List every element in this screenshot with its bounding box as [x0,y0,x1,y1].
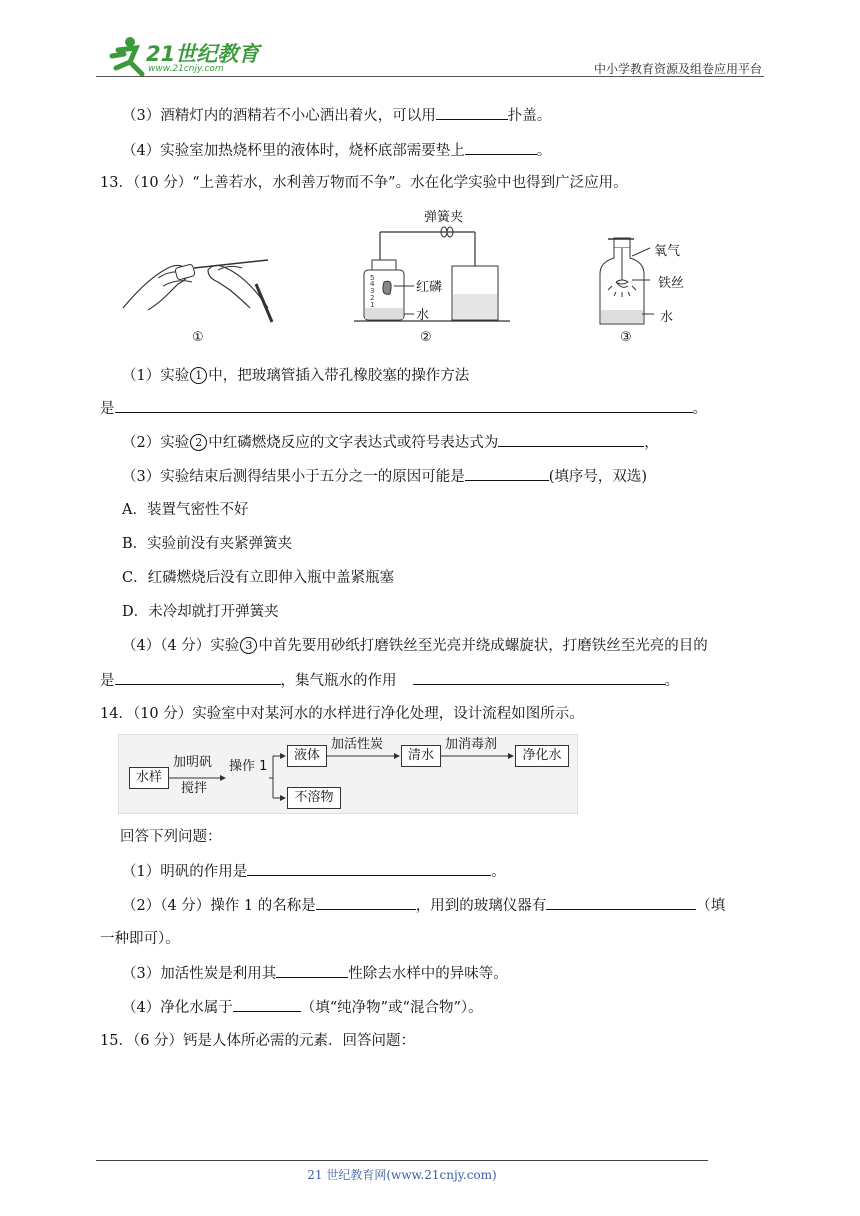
platform-name: 中小学教育资源及组卷应用平台 [593,62,762,76]
scale-3: 3 [370,287,375,295]
scale-2: 2 [370,294,375,302]
oxygen-label: 氧气 [654,244,681,259]
figure-3-label: ③ [620,330,632,345]
answer-blank[interactable] [276,963,348,978]
flow-add-disinfectant: 加消毒剂 [445,737,498,752]
q13-heading: 13．（10 分）“上善若水，水利善万物而不争”。水在化学实验中也得到广泛应用。 [100,175,628,191]
q14-3-tail: 性除去水样中的异味等。 [348,966,508,982]
flow-sample-box: 水样 [129,767,169,789]
answer-blank[interactable] [316,895,416,910]
scale-5: 5 [370,274,375,282]
water-label-3: 水 [660,310,674,325]
red-phosphorus-label: 红磷 [416,280,443,295]
q14-4-text: （4）净化水属于 [122,1000,233,1016]
q13-4-mid: ，集气瓶水的作用 [280,673,397,689]
q13-2-prefix: （2）实验 [122,435,190,451]
q14-2-fill: （填 [696,898,726,914]
flow-stir: 搅拌 [181,781,208,796]
flow-add-alum: 加明矾 [173,755,213,770]
circled-3: 3 [240,637,257,654]
q14-1-text: （1）明矾的作用是 [122,864,248,880]
flow-pure-water-box: 净化水 [515,745,569,767]
answer-blank[interactable] [465,140,537,155]
q14-1-end: 。 [491,864,506,880]
flow-op1: 操作 1 [229,759,268,774]
q14-2-mid: ，用到的玻璃仪器有 [415,898,547,914]
q14-heading: 14．（10 分）实验室中对某河水的水样进行净化处理，设计流程如图所示。 [100,706,584,722]
q12-4-line [122,140,551,161]
answer-blank[interactable] [465,466,549,481]
q12-3-text: （3）酒精灯内的酒精若不小心洒出着火，可以用 [122,108,436,124]
flow-liquid-box: 液体 [287,745,327,767]
figure-3-iron-wire-bottle [594,234,654,326]
flow-insoluble-box: 不溶物 [287,787,341,809]
option-a: A．装置气密性不好 [122,502,249,518]
option-d: D．未冷却就打开弹簧夹 [122,604,279,620]
flow-clear-water-box: 清水 [401,745,441,767]
figure-1-label: ① [192,330,204,345]
q14-4-line [122,997,483,1018]
q13-3-note: (填序号，双选) [548,469,648,485]
figure-2-phosphorus-apparatus [350,222,520,326]
q12-4-text: （4）实验室加热烧杯里的液体时，烧杯底部需要垫上 [122,143,465,159]
answer-blank[interactable] [546,895,696,910]
q13-2-end: ， [644,435,659,451]
circled-2: 2 [190,434,207,451]
q12-3-line [122,105,551,126]
answer-blank[interactable] [436,105,508,120]
header-divider [96,76,764,77]
q13-1-end: 。 [692,401,707,417]
q12-4-tail: 。 [536,143,552,159]
answer-blank[interactable] [115,670,281,685]
scale-4: 4 [370,280,375,288]
site-logo [96,34,276,78]
q13-2-line [122,432,659,453]
q14-1-line [122,861,506,882]
q13-1-shi: 是 [100,401,115,417]
footer-link[interactable]: 21 世纪教育网(www.21cnjy.com) [307,1168,497,1182]
q13-3-line [122,466,647,487]
answer-blank[interactable] [413,670,665,685]
answer-blank[interactable] [233,997,301,1012]
q14-3-text: （3）加活性炭是利用其 [122,966,277,982]
q13-1-answer-line [100,398,707,419]
figure-1-hands-glass-tube [118,238,278,328]
answer-blank[interactable] [115,398,693,413]
q13-4-prefix: （4）（4 分）实验 [122,638,240,654]
q14-4-tail: （填“纯净物”或“混合物”）。 [300,1000,483,1016]
logo-main-text: 21世纪教育 [146,42,260,66]
q14-2-text: （2）（4 分）操作 1 的名称是 [122,898,316,914]
q13-4-text: 中首先要用砂纸打磨铁丝至光亮并绕成螺旋状，打磨铁丝至光亮的目的 [258,638,708,654]
scale-1: 1 [370,301,375,309]
q13-1-text: 中，把玻璃管插入带孔橡胶塞的操作方法 [208,368,470,384]
logo-sub-text: www.21cnjy.com [148,64,224,74]
q14-2-line [122,895,725,916]
answer-blank[interactable] [247,861,491,876]
q13-1-prefix: （1）实验 [122,368,190,384]
q13-4-line [122,636,708,656]
spring-clip-label: 弹簧夹 [424,210,464,225]
q14-answer-prompt: 回答下列问题： [120,829,222,845]
purification-flowchart [118,734,578,814]
iron-wire-label: 铁丝 [658,276,685,291]
q13-4-shi: 是 [100,673,115,689]
q13-4-answer-line [100,670,679,691]
q13-3-text: （3）实验结束后测得结果小于五分之一的原因可能是 [122,469,465,485]
option-c: C．红磷燃烧后没有立即伸入瓶中盖紧瓶塞 [122,570,395,586]
figure-2-label: ② [420,330,432,345]
flow-arrows [119,735,577,813]
answer-blank[interactable] [498,432,644,447]
q13-1-line [122,366,469,386]
footer-divider [96,1160,708,1161]
q14-3-line [122,963,508,984]
circled-1: 1 [190,367,207,384]
q12-3-tail: 扑盖。 [507,108,552,124]
option-b: B．实验前没有夹紧弹簧夹 [122,536,293,552]
q14-2-continued: 一种即可）。 [100,931,180,947]
q13-2-text: 中红磷燃烧反应的文字表达式或符号表达式为 [208,435,499,451]
flow-add-carbon: 加活性炭 [331,737,384,752]
water-label-2: 水 [416,308,430,323]
q13-4-end: 。 [664,673,679,689]
q15-heading: 15．（6 分）钙是人体所必需的元素．回答问题： [100,1033,416,1049]
